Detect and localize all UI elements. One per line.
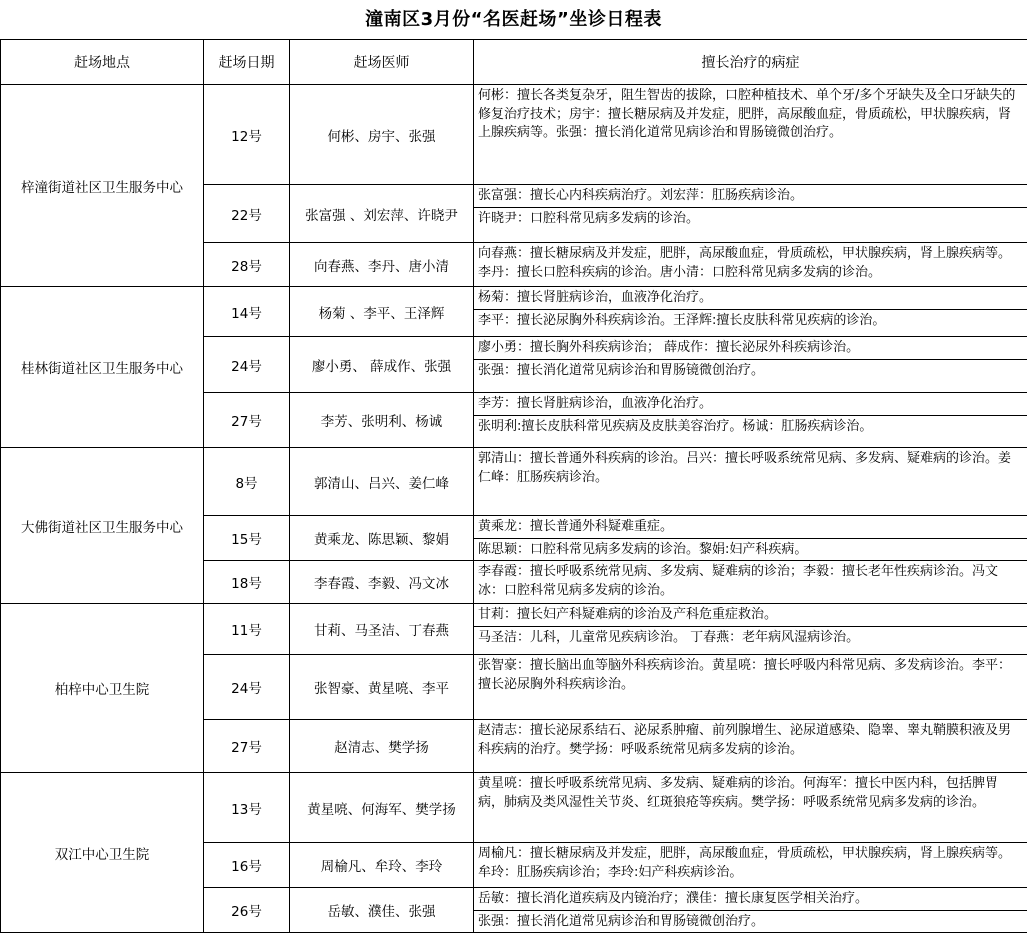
specialties-wrap	[474, 393, 1027, 437]
specialty-line: 张智豪：擅长脑出血等脑外科疾病诊治。黄星喨：擅长呼吸内科常见病、多发病诊治。李平：擅长泌尿胸外科疾病诊治。	[478, 658, 1012, 692]
specialties-wrap	[474, 185, 1027, 229]
specialty-line: 赵清志：擅长泌尿系结石、泌尿系肿瘤、前列腺增生、泌尿道感染、隐睾、睾丸鞘膜积液及男科疾病的治疗。樊学扬：呼吸系统常见病多发病的诊治。	[478, 723, 1012, 757]
specialties-wrap	[474, 287, 1027, 331]
doctors-cell: 李芳、张明利、杨诚	[290, 393, 474, 448]
doctors-cell: 李春霞、李毅、冯文冰	[290, 561, 474, 604]
specialties-wrap	[474, 448, 1027, 488]
date-cell: 13号	[204, 773, 290, 843]
specialties-cell	[474, 185, 1027, 243]
header-specialties: 擅长治疗的病症	[474, 40, 1027, 85]
date-cell: 15号	[204, 516, 290, 561]
date-cell: 8号	[204, 448, 290, 516]
location-cell: 柏梓中心卫生院	[1, 604, 204, 773]
table-row	[1, 773, 1027, 843]
specialties-cell	[474, 604, 1027, 655]
specialty-line: 陈思颖：口腔科常见病多发病的诊治。黎娟:妇产科疾病。	[474, 538, 1027, 561]
doctors-cell: 黄星喨、何海军、樊学扬	[290, 773, 474, 843]
specialties-wrap	[474, 561, 1027, 601]
doctors-cell: 向春燕、李丹、唐小清	[290, 243, 474, 287]
specialties-wrap	[474, 516, 1027, 560]
date-cell: 26号	[204, 888, 290, 933]
specialties-cell	[474, 448, 1027, 516]
location-cell: 大佛街道社区卫生服务中心	[1, 448, 204, 604]
specialties-cell	[474, 843, 1027, 888]
doctors-cell: 张富强 、刘宏萍、许晓尹	[290, 185, 474, 243]
specialties-cell	[474, 888, 1027, 933]
specialty-line: 李春霞：擅长呼吸系统常见病、多发病、疑难病的诊治；李毅：擅长老年性疾病诊治。冯文冰：口腔科常见病多发病的诊治。	[478, 564, 999, 598]
specialties-cell	[474, 337, 1027, 393]
specialties-cell	[474, 561, 1027, 604]
doctors-cell: 甘莉、马圣洁、丁春燕	[290, 604, 474, 655]
specialties-cell	[474, 516, 1027, 561]
specialty-line: 许晓尹：口腔科常见病多发病的诊治。	[474, 207, 1027, 230]
doctors-cell: 何彬、房宇、张强	[290, 85, 474, 185]
date-cell: 24号	[204, 337, 290, 393]
table-row	[1, 604, 1027, 655]
date-cell: 27号	[204, 393, 290, 448]
location-cell: 梓潼街道社区卫生服务中心	[1, 85, 204, 287]
specialty-line: 岳敏：擅长消化道疾病及内镜治疗；濮佳：擅长康复医学相关治疗。	[478, 891, 869, 906]
doctors-cell: 廖小勇、 薛成作、张强	[290, 337, 474, 393]
header-row	[1, 40, 1027, 85]
table-row	[1, 85, 1027, 185]
table-row	[1, 287, 1027, 337]
specialty-line: 何彬：擅长各类复杂牙，阻生智齿的拔除，口腔种植技术、单个牙/多个牙缺失及全口牙缺失的修复治疗技术；房宇：擅长糖尿病及并发症，肥胖，高尿酸血症，骨质疏松，甲状腺疾病，肾上腺疾病等。张强：擅长消化道常见病诊治和胃肠镜微创治疗。	[478, 88, 1016, 140]
date-cell: 16号	[204, 843, 290, 888]
specialty-line: 张强：擅长消化道常见病诊治和胃肠镜微创治疗。	[474, 359, 1027, 382]
doctors-cell: 郭清山、吕兴、姜仁峰	[290, 448, 474, 516]
specialty-line: 张富强：擅长心内科疾病治疗。刘宏萍：肛肠疾病诊治。	[478, 188, 804, 203]
doctors-cell: 赵清志、樊学扬	[290, 720, 474, 773]
header-doctors: 赶场医师	[290, 40, 474, 85]
header-location: 赶场地点	[1, 40, 204, 85]
date-cell: 22号	[204, 185, 290, 243]
page-title: 潼南区3月份“名医赶场”坐诊日程表	[365, 9, 662, 30]
specialties-wrap	[474, 243, 1027, 283]
doctors-cell: 黄乘龙、陈思颖、黎娟	[290, 516, 474, 561]
specialties-cell	[474, 287, 1027, 337]
specialties-wrap	[474, 720, 1027, 760]
specialty-line: 黄乘龙：擅长普通外科疑难重症。	[478, 519, 674, 534]
doctors-cell: 张智豪、黄星喨、李平	[290, 655, 474, 720]
date-cell: 27号	[204, 720, 290, 773]
doctors-cell: 周榆凡、牟玲、李玲	[290, 843, 474, 888]
specialties-cell	[474, 720, 1027, 773]
doctors-cell: 杨菊 、李平、王泽辉	[290, 287, 474, 337]
specialty-line: 向春燕：擅长糖尿病及并发症，肥胖，高尿酸血症，骨质疏松，甲状腺疾病，肾上腺疾病等。李丹：擅长口腔科疾病的诊治。唐小清：口腔科常见病多发病的诊治。	[478, 246, 1012, 280]
date-cell: 12号	[204, 85, 290, 185]
date-cell: 11号	[204, 604, 290, 655]
specialties-wrap	[474, 888, 1027, 932]
table-row	[1, 448, 1027, 516]
doctors-cell: 岳敏、濮佳、张强	[290, 888, 474, 933]
specialty-line: 甘莉：擅长妇产科疑难病的诊治及产科危重症救治。	[478, 607, 778, 622]
specialties-wrap	[474, 773, 1027, 813]
specialties-wrap	[474, 604, 1027, 648]
specialty-line: 周榆凡：擅长糖尿病及并发症，肥胖，高尿酸血症，骨质疏松，甲状腺疾病，肾上腺疾病等。牟玲：肛肠疾病诊治；李玲:妇产科疾病诊治。	[478, 846, 1012, 880]
specialty-line: 黄星喨：擅长呼吸系统常见病、多发病、疑难病的诊治。何海军：擅长中医内科，包括脾胃病，肺病及类风湿性关节炎、红斑狼疮等疾病。樊学扬：呼吸系统常见病多发病的诊治。	[478, 776, 999, 810]
date-cell: 28号	[204, 243, 290, 287]
specialties-wrap	[474, 337, 1027, 381]
header-date: 赶场日期	[204, 40, 290, 85]
specialties-wrap	[474, 85, 1027, 144]
specialty-line: 郭清山：擅长普通外科疾病的诊治。吕兴：擅长呼吸系统常见病、多发病、疑难病的诊治。姜仁峰：肛肠疾病诊治。	[478, 451, 1012, 485]
specialties-cell	[474, 393, 1027, 448]
date-cell: 14号	[204, 287, 290, 337]
date-cell: 24号	[204, 655, 290, 720]
schedule-body	[1, 85, 1027, 933]
specialty-line: 廖小勇：擅长胸外科疾病诊治； 薛成作：擅长泌尿外科疾病诊治。	[478, 340, 860, 355]
specialty-line: 张强：擅长消化道常见病诊治和胃肠镜微创治疗。	[474, 910, 1027, 933]
specialties-cell	[474, 773, 1027, 843]
specialties-cell	[474, 655, 1027, 720]
specialty-line: 李平：擅长泌尿胸外科疾病诊治。王泽辉:擅长皮肤科常见疾病的诊治。	[474, 309, 1027, 332]
specialties-cell	[474, 243, 1027, 287]
specialty-line: 马圣洁：儿科，儿童常见疾病诊治。 丁春燕：老年病风湿病诊治。	[474, 626, 1027, 649]
specialty-line: 李芳：擅长肾脏病诊治，血液净化治疗。	[478, 396, 713, 411]
specialties-wrap	[474, 843, 1027, 883]
date-cell: 18号	[204, 561, 290, 604]
specialties-cell	[474, 85, 1027, 185]
schedule-table	[0, 39, 1027, 933]
location-cell: 桂林街道社区卫生服务中心	[1, 287, 204, 448]
specialty-line: 张明利:擅长皮肤科常见疾病及皮肤美容治疗。杨诚：肛肠疾病诊治。	[474, 415, 1027, 438]
specialty-line: 杨菊：擅长肾脏病诊治，血液净化治疗。	[478, 290, 713, 305]
location-cell: 双江中心卫生院	[1, 773, 204, 933]
specialties-wrap	[474, 655, 1027, 695]
